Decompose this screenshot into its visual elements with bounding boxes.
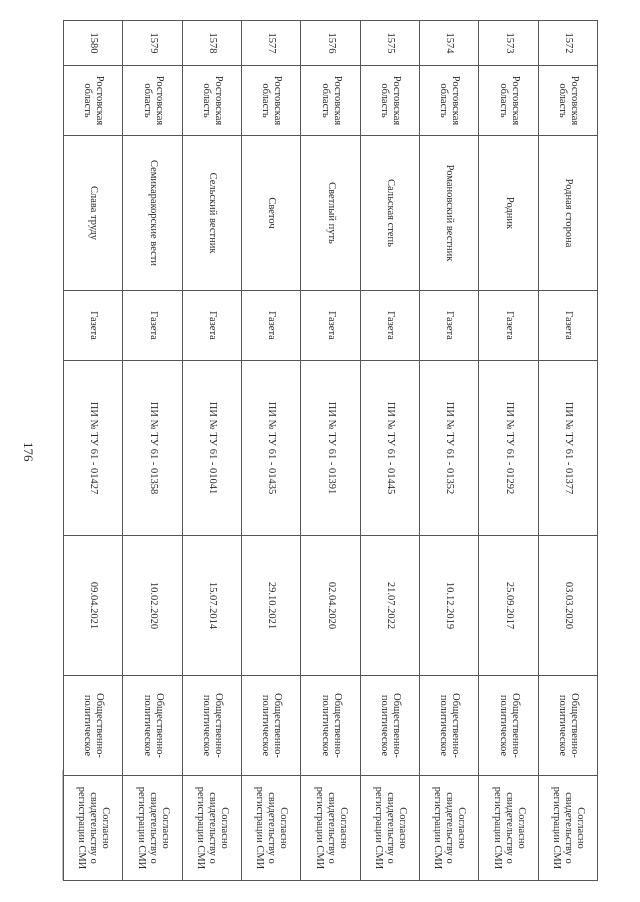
cell-num: 1572 — [538, 21, 597, 66]
cell-region: Ростовская область — [420, 66, 479, 136]
cell-type: Газета — [182, 291, 241, 361]
cell-focus: Общественно-политическое — [182, 676, 241, 776]
cell-region: Ростовская область — [538, 66, 597, 136]
cell-focus: Общественно-политическое — [479, 676, 538, 776]
cell-reg-no: ПИ № ТУ 61 - 01445 — [360, 361, 419, 536]
cell-title: Слава труду — [64, 136, 123, 291]
cell-focus: Общественно-политическое — [64, 676, 123, 776]
cell-basis: Согласно свидетельству о регистрации СМИ — [479, 776, 538, 881]
cell-title: Родная сторона — [538, 136, 597, 291]
media-registry-table — [63, 20, 598, 880]
cell-basis: Согласно свидетельству о регистрации СМИ — [123, 776, 182, 881]
cell-reg-no: ПИ № ТУ 61 - 01391 — [301, 361, 360, 536]
cell-date: 09.04.2021 — [64, 536, 123, 676]
cell-title: Сельский вестник — [182, 136, 241, 291]
cell-reg-no: ПИ № ТУ 61 - 01377 — [538, 361, 597, 536]
cell-date: 29.10.2021 — [242, 536, 301, 676]
cell-region: Ростовская область — [242, 66, 301, 136]
cell-title: Сальская степь — [360, 136, 419, 291]
cell-focus: Общественно-политическое — [301, 676, 360, 776]
cell-title: Романовский вестник — [420, 136, 479, 291]
cell-focus: Общественно-политическое — [420, 676, 479, 776]
cell-date: 10.12.2019 — [420, 536, 479, 676]
cell-type: Газета — [420, 291, 479, 361]
cell-type: Газета — [123, 291, 182, 361]
cell-date: 10.02.2020 — [123, 536, 182, 676]
cell-focus: Общественно-политическое — [242, 676, 301, 776]
cell-title: Светоч — [242, 136, 301, 291]
table-body — [64, 21, 598, 881]
cell-date: 15.07.2014 — [182, 536, 241, 676]
cell-reg-no: ПИ № ТУ 61 - 01358 — [123, 361, 182, 536]
cell-num: 1577 — [242, 21, 301, 66]
cell-type: Газета — [538, 291, 597, 361]
cell-basis: Согласно свидетельству о регистрации СМИ — [360, 776, 419, 881]
cell-reg-no: ПИ № ТУ 61 - 01435 — [242, 361, 301, 536]
cell-basis: Согласно свидетельству о регистрации СМИ — [64, 776, 123, 881]
cell-basis: Согласно свидетельству о регистрации СМИ — [420, 776, 479, 881]
cell-type: Газета — [479, 291, 538, 361]
cell-reg-no: ПИ № ТУ 61 - 01427 — [64, 361, 123, 536]
cell-date: 02.04.2020 — [301, 536, 360, 676]
table-row — [538, 21, 597, 881]
cell-reg-no: ПИ № ТУ 61 - 01352 — [420, 361, 479, 536]
cell-title: Светлый путь — [301, 136, 360, 291]
cell-num: 1573 — [479, 21, 538, 66]
cell-title: Семикаракорские вести — [123, 136, 182, 291]
cell-num: 1575 — [360, 21, 419, 66]
table-row — [479, 21, 538, 881]
cell-num: 1580 — [64, 21, 123, 66]
cell-region: Ростовская область — [360, 66, 419, 136]
page-number: 176 — [21, 442, 36, 462]
cell-date: 25.09.2017 — [479, 536, 538, 676]
cell-type: Газета — [64, 291, 123, 361]
cell-basis: Согласно свидетельству о регистрации СМИ — [242, 776, 301, 881]
cell-num: 1574 — [420, 21, 479, 66]
cell-region: Ростовская область — [64, 66, 123, 136]
cell-date: 03.03.2020 — [538, 536, 597, 676]
cell-basis: Согласно свидетельству о регистрации СМИ — [301, 776, 360, 881]
table-row — [420, 21, 479, 881]
cell-region: Ростовская область — [123, 66, 182, 136]
table-row — [123, 21, 182, 881]
cell-num: 1579 — [123, 21, 182, 66]
cell-num: 1576 — [301, 21, 360, 66]
table-row — [182, 21, 241, 881]
cell-num: 1578 — [182, 21, 241, 66]
cell-reg-no: ПИ № ТУ 61 - 01041 — [182, 361, 241, 536]
cell-focus: Общественно-политическое — [123, 676, 182, 776]
cell-focus: Общественно-политическое — [360, 676, 419, 776]
table-row — [301, 21, 360, 881]
cell-focus: Общественно-политическое — [538, 676, 597, 776]
table-row — [64, 21, 123, 881]
cell-type: Газета — [301, 291, 360, 361]
cell-region: Ростовская область — [479, 66, 538, 136]
table-row — [242, 21, 301, 881]
cell-region: Ростовская область — [182, 66, 241, 136]
table-row — [360, 21, 419, 881]
cell-basis: Согласно свидетельству о регистрации СМИ — [182, 776, 241, 881]
cell-title: Родник — [479, 136, 538, 291]
cell-type: Газета — [242, 291, 301, 361]
cell-date: 21.07.2022 — [360, 536, 419, 676]
cell-basis: Согласно свидетельству о регистрации СМИ — [538, 776, 597, 881]
cell-reg-no: ПИ № ТУ 61 - 01292 — [479, 361, 538, 536]
cell-type: Газета — [360, 291, 419, 361]
cell-region: Ростовская область — [301, 66, 360, 136]
